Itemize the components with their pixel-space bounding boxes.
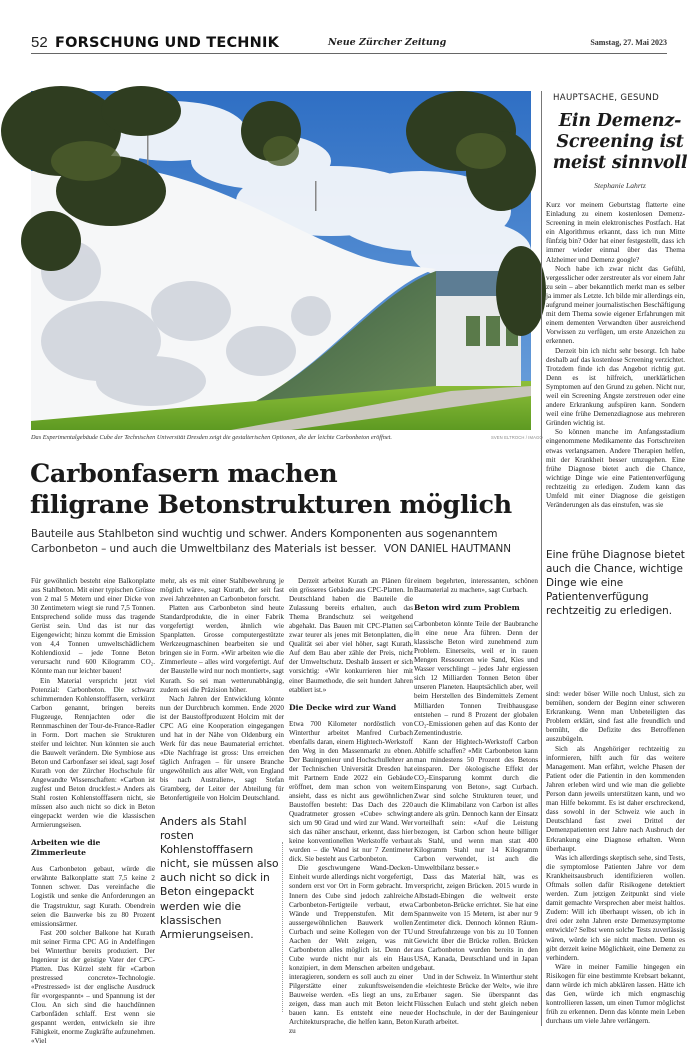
paragraph: Dass das Material hält, was es verspricht, zeigen Brücken. 2015 wurde in Albstadt-Ebingen die weltweit erste Carbonbeton-Brücke errichtet. Sie hat eine Spannweite von 15 Metern, ist aber nur 9 Zentimeter dick. Dennoch können Räum- und Streufahrzeuge von bis zu 10 Tonnen Gewicht über die Brücke rollen. Brücken aus Carbonbeton wurden bereits in den USA, Kanada, Deutschland und in Japan gebaut. <box>414 873 538 972</box>
paragraph: Aus Carbonbeton gebaut, würde die erwähnte Balkonplatte statt 7,5 keine 2 Tonnen schwer. Das vereinfache die Logistik und senke die Anforderungen an die Tragstruktur, sagt Kurath. Obendrein seien die Bauwerke bis zu 80 Prozent emissionsärmer. <box>31 865 155 928</box>
article-headline <box>30 459 530 521</box>
paragraph: Was ich allerdings skeptisch sehe, sind Tests, die symptomlose Patienten Jahre vor dem Krankheitsausbruch identifizieren wollen. Oftmals sollen dafür Risikogene detektiert werden. Zum jetzigen Zeitpunkt sind viele damit gemachte Versprechen aber meist haltlos. Zudem: Will ich überhaupt wissen, ob ich in drei oder zehn Jahren erste Demenzsymptome entwickle? Selbst wenn solche Tests zuverlässig wären, würde ich sie nicht machen. Denn es gibt derzeit keine Möglichkeit, eine Demenz zu verhindern. <box>546 853 685 962</box>
page-header <box>31 34 667 54</box>
paragraph: Ein Material verspricht jetzt viel Potenzial: Carbonbeton. Die schwarz schimmernden Kohlenstofffasern, verkürzt Carbon genannt, bringen bereits Flugzeuge, Rennjachten oder die Rennmaschinen der Tour-de-France-Radler in Form. Dort machen sie Strukturen steifer und leichter. Nun könnten sie auch die Bauwelt verändern. Die Symbiose aus Beton und Carbonfaser sei ideal, sagt Josef Kurath von der Zürcher Hochschule für Angewandte Wissenschaften: «Carbon ist zugfest und Beton druckfest.» Anders als Stahl rosten Kohlenstofffasern nicht, sie müssen also auch nicht so dick in Beton eingepackt werden wie die klassischen Armierungseisen. <box>31 676 155 830</box>
article-column-2 <box>160 577 284 803</box>
paragraph: Sich als Angehöriger rechtzeitig zu informieren, hilft auch für das weitere Management. Man erfährt, welche Phasen der Patient oder die Patientin in den kommenden Jahren erleben wird und wie man die geliebte Person dann jeweils unterstützen kann, und wo man Hilfe bekommt. Es ist daher erschreckend, dass sowohl in der Schweiz wie auch in Deutschland fast zwei Drittel der Demenzpatienten erst Jahre nach Ausbruch der Erkrankung eine Diagnose erhalten. Wenn überhaupt. <box>546 744 685 853</box>
article-column-3 <box>289 577 413 1036</box>
sidebar-body-bottom <box>546 690 685 1026</box>
paragraph: Wäre in meiner Familie hingegen ein Risikogen für eine bestimmte Krebsart bekannt, dann würde ich mich abklären lassen. Hätte ich das Gen, würde ich mich engmaschig kontrollieren lassen, um einen Tumor möglichst früh zu erkennen. Denn das könnte mein Leben durchaus um viele Jahre verlängern. <box>546 962 685 1026</box>
sidebar-author: Stephanie Lahrtz <box>594 181 646 190</box>
paragraph: Die geschwungene Wand-Decken-Einheit wurde allerdings nicht vorgefertigt, sondern erst vor Ort in Form gebracht. Im Innern des Cube sind jedoch zahlreiche Carbonbeton-Fertigteile verbaut, etwa Wände und Treppenstufen. Mit dem aussergewöhnlichen Bauwerk wollen Curbach und seine Kollegen von der TU Aachen der Welt zeigen, was mit Carbonbeton alles möglich ist. Denn der Cube wurde nicht nur als ein Haus konzipiert, in dem Menschen arbeiten und interagieren, sondern es soll auch zu einer Pilgerstätte einer zukunftsweisenden Bauweise werden. «Es liegt an uns, zu zeigen, dass man auch mit Beton leicht bauen kann. Es entsteht eine neue Architektursprache, die helfen kann, Beton zu <box>289 864 413 1036</box>
paragraph: Nach Jahren der Entwicklung könnte nun der Durchbruch kommen. Ende 2020 ist der Baustoffproduzent Holcim mit der CPC AG eine Kooperation eingegangen und hat in der Nähe von Oldenburg ein Werk für das neue Baumaterial errichtet. «Die Nachfrage ist gross: Uns erreichen täglich Anfragen – für unsere Branche ungewöhnlich aus aller Welt, von England bis nach Australien», sagt Stefan Gramberg, der Leiter der Abteilung für Betonfertigteile von Holcim Deutschland. <box>160 694 284 803</box>
article-column-1 <box>31 577 155 1046</box>
sidebar-title-line-2: Screening ist <box>556 132 684 152</box>
pull-quote: Anders als Stahl rosten Kohlenstofffasern nicht, sie müssen also auch nicht so dick in Beton eingepackt werden wie die klassischen Armierungseisen. <box>160 815 279 941</box>
paragraph: Kurz vor meinem Geburtstag flatterte eine Einladung zu einem kostenlosen Demenz-Screening in mein elektronisches Postfach. Hat ein Algorithmus erkannt, dass ich nun Mitte fünfzig bin? Oder hat einer festgestellt, dass ich immer wieder einmal über das Thema Alzheimer und Demenz google? <box>546 201 685 264</box>
article-photo <box>31 91 531 430</box>
subheading: Beton wird zum Problem <box>414 603 520 613</box>
photo-caption: Das Experimentalgebäude Cube der Technischen Universität Dresden zeigt die gestalterischen Optionen, die der leichte Carbonbeton eröffnet. <box>31 434 393 441</box>
subheading: Die Decke wird zur Wand <box>289 702 397 712</box>
article-lead <box>31 527 536 557</box>
paragraph: Kann der Hightech-Werkstoff Carbon Abhilfe schaffen? «Mit Carbonbeton kann man mindestens 50 Prozent des Betons einsparen. Der ökologische Effekt der CO₂-Einsparung kommt durch die Einsparung von Beton», sagt Curbach. Zwar sind solche Strukturen teuer, und auch die Klimabilanz von Carbon ist alles andere als grün. Dennoch kann der Einsatz vorteilhaft sein: «Auf die Leistung bezogen, ist Carbon schon heute billiger als Stahl, und wenn man statt 400 Kilogramm Stahl nur 14 Kilogramm Carbon verwendet, ist auch die Umweltbilanz besser.» <box>414 737 538 873</box>
paragraph: Noch habe ich zwar nicht das Gefühl, vergesslicher oder zerstreuter als vor einem Jahr zu sein – aber bekanntlich merkt man es selber ja immer als Letzte. Ich bilde mir allerdings ein, aufgrund meiner journalistischen Beschäftigung mit dem Thema sowie eigener Erfahrungen mit einem dementen Verwandten über ausreichend Vorwissen zu verfügen, um erste Anzeichen zu erkennen. <box>546 264 685 346</box>
paragraph: So können manche im Anfangsstadium eingenommene Medikamente das Fortschreiten etwas verlangsamen. Andere Therapien helfen, mit der Krankheit besser umzugehen. Eine frühe Diagnose bietet auch die Chance, wichtige Dinge wie eine Patientenverfügung rechtzeitig zu erledigen. Zudem kann das Umfeld mit einer Diagnose die geistigen Veränderungen als das einstufen, was sie <box>546 428 685 510</box>
photo-credit: SVEN ELTROCH / IMAGO <box>491 435 543 440</box>
paragraph: Carbonbeton könnte Teile der Baubranche in eine neue Ära führen. Denn der klassische Beton wird zunehmend zum Problem. Einerseits, weil er in rauen Mengen Ressourcen wie Sand, Kies und Wasser verschlingt – jedes Jahr ergiessen sich 12 Milliarden Tonnen Beton über unseren Planeten. Hauptsächlich aber, weil beim Herstellen des Bindemittels Zement Milliarden Tonnen Treibhausgase entstehen – rund 8 Prozent der globalen CO₂-Emissionen gehen auf das Konto der Zementindustrie. <box>414 620 538 737</box>
sidebar-pull-quote: Eine frühe Diagnose bietet auch die Chance, wichtige Dinge wie eine Patientenverfügung rechtzeitig zu erledigen. <box>546 549 685 617</box>
headline-line-2: filigrane Betonstrukturen möglich <box>30 490 512 520</box>
cube-building-image <box>31 91 531 430</box>
paragraph: Platten aus Carbonbeton sind heute Standardprodukte, die in einer Fabrik vorgefertigt werden, ähnlich wie Spanplatten. Grosse computergestützte Werkzeugmaschinen bearbeiten sie und bringen sie in Form. «Wir arbeiten wie die Zimmerleute – alles wird vorgefertigt. Auf der Baustelle wird nur noch montiert», sagt Kurath. So sei man wetterunabhängig, zudem sei die Präzision höher. <box>160 604 284 694</box>
article-column-4 <box>414 577 538 1027</box>
subheading: Arbeiten wie die Zimmerleute <box>31 838 101 858</box>
paragraph: Und in der Schweiz. In Winterthur steht die «leichteste Brücke der Welt», wie ihre Erbauer sagen. Sie überspannt das Flüsschen Eulach und steht gleich neben der Hochschule, in der der Bauingenieur Kurath arbeitet. <box>414 972 538 1027</box>
page-number: 52 <box>31 34 48 51</box>
section-title: FORSCHUNG UND TECHNIK <box>55 35 280 51</box>
sidebar-title-line-1: Ein Demenz- <box>558 111 682 131</box>
paragraph: Etwa 700 Kilometer nordöstlich von Winterthur arbeitet Manfred Curbach ebenfalls daran, einem Hightech-Werkstoff den Weg in den Massenmarkt zu ebnen. Der Bauingenieur und Hochschullehrer an der Technischen Universität Dresden hat mit Partnern Ende 2022 ein Gebäude eröffnet, dem man schon von weitem ansieht, dass es nicht aus gewöhnlichen Baustoffen besteht: Das Dach des 220 Quadratmeter grossen «Cube» schwingt sich um 90 Grad und wird zur Wand. Wer sich das näher anschaut, erkennt, dass hier keine konventionellen Werkstoffe verbaut wurden – die Wand ist nur 7 Zentimeter dick. Sie besteht aus Carbonbeton. <box>289 719 413 864</box>
byline: VON DANIEL HAUTMANN <box>383 543 512 555</box>
paragraph: Fast 200 solcher Balkone hat Kurath mit seiner Firma CPC AG in Andelfingen bei Winterthur bereits produziert. Der Ingenieur ist der geistige Vater der CPC-Platten. Das Kürzel steht für «Carbon prestressed concrete»-Technologie. «Prestressed» ist der englische Ausdruck für «vorgespannt» – und Spannung ist der Clou. An sich sind die hauchdünnen Carbonfäden schlaff. Erst wenn sie gespannt werden, entwickeln sie ihre Fähigkeit, enorme Zugkräfte aufzunehmen. «Viel <box>31 928 155 1046</box>
sidebar-kicker: HAUPTSACHE, GESUND <box>553 93 660 103</box>
paragraph: sind: weder böser Wille noch Unlust, sich zu bemühen, sondern der Beginn einer schweren Erkrankung. Wenn man Unbeteiligten das Problem erklärt, sind fast alle freundlich und bemüht, die Defizite des Betroffenen auszubügeln. <box>546 690 685 744</box>
newspaper-logo: Neue Zürcher Zeitung <box>328 37 447 48</box>
paragraph: Derzeit arbeitet Kurath an Plänen für ein grösseres Gebäude aus CPC-Platten. In Deutschland haben die Bauteile die Zulassung bereits erhalten, auch das Thema Brandschutz sei weitgehend abgehakt. Das Bauen mit CPC-Platten sei zwar teurer als jenes mit Betonplatten, die Qualität sei aber viel höher, sagt Kurath. Auf dem Bau aber zähle der Preis, nicht der Umweltschutz. Deshalb äussert er sich vorsichtig: «Wir konkurrieren hier mit einer Baumethode, die seit hundert Jahren etabliert ist.» <box>289 577 413 694</box>
paragraph: Derzeit bin ich nicht sehr besorgt. Ich habe deshalb auf das kostenlose Screening verzichtet. Trotzdem finde ich das Angebot richtig gut. Denn es ist hilfreich, unerklärlichen Symptomen auf den Grund zu gehen. Nicht nur, weil ein Screening Ängste zerstreuen oder eine andere Erkrankung aufspüren kann. Sondern weil eine frühe Demenzdiagnose aus mehreren Gründen wichtig ist. <box>546 346 685 428</box>
paragraph: einem begehrten, interessanten, schönen Baumaterial zu machen», sagt Curbach. <box>414 577 538 595</box>
sidebar-title <box>550 111 690 174</box>
sidebar-divider <box>541 91 542 1026</box>
paragraph: Für gewöhnlich besteht eine Balkonplatte aus Stahlbeton. Mit einer typischen Grösse von 2 mal 5 Metern und einer Dicke von 30 Zentimetern wiegt sie rund 7,5 Tonnen. Entsprechend solide muss das tragende Gerüst sein. Und das ist nur das Eigengewicht; hinzu kommt die Emission von 4,4 Tonnen umweltschädlichem Kohlendioxid – jede Tonne Beton verursacht rund 600 Kilogramm CO₂. Könnte man nur leichter bauen! <box>31 577 155 676</box>
issue-date: Samstag, 27. Mai 2023 <box>590 38 667 47</box>
column-divider <box>282 842 283 1012</box>
headline-line-1: Carbonfasern machen <box>30 459 338 489</box>
sidebar-body-top <box>546 201 685 510</box>
paragraph: mehr, als es mit einer Stahlbewehrung je möglich wäre», sagt Kurath, der seit fast zwei Jahrzehnten an Carbonbeton forscht. <box>160 577 284 604</box>
lead-text: Bauteile aus Stahlbeton sind wuchtig und schwer. Anders Komponenten aus sogenanntem Carbonbeton – und auch die Umweltbilanz des Materials ist besser. <box>31 528 498 555</box>
sidebar-title-line-3: meist sinnvoll <box>552 153 688 173</box>
